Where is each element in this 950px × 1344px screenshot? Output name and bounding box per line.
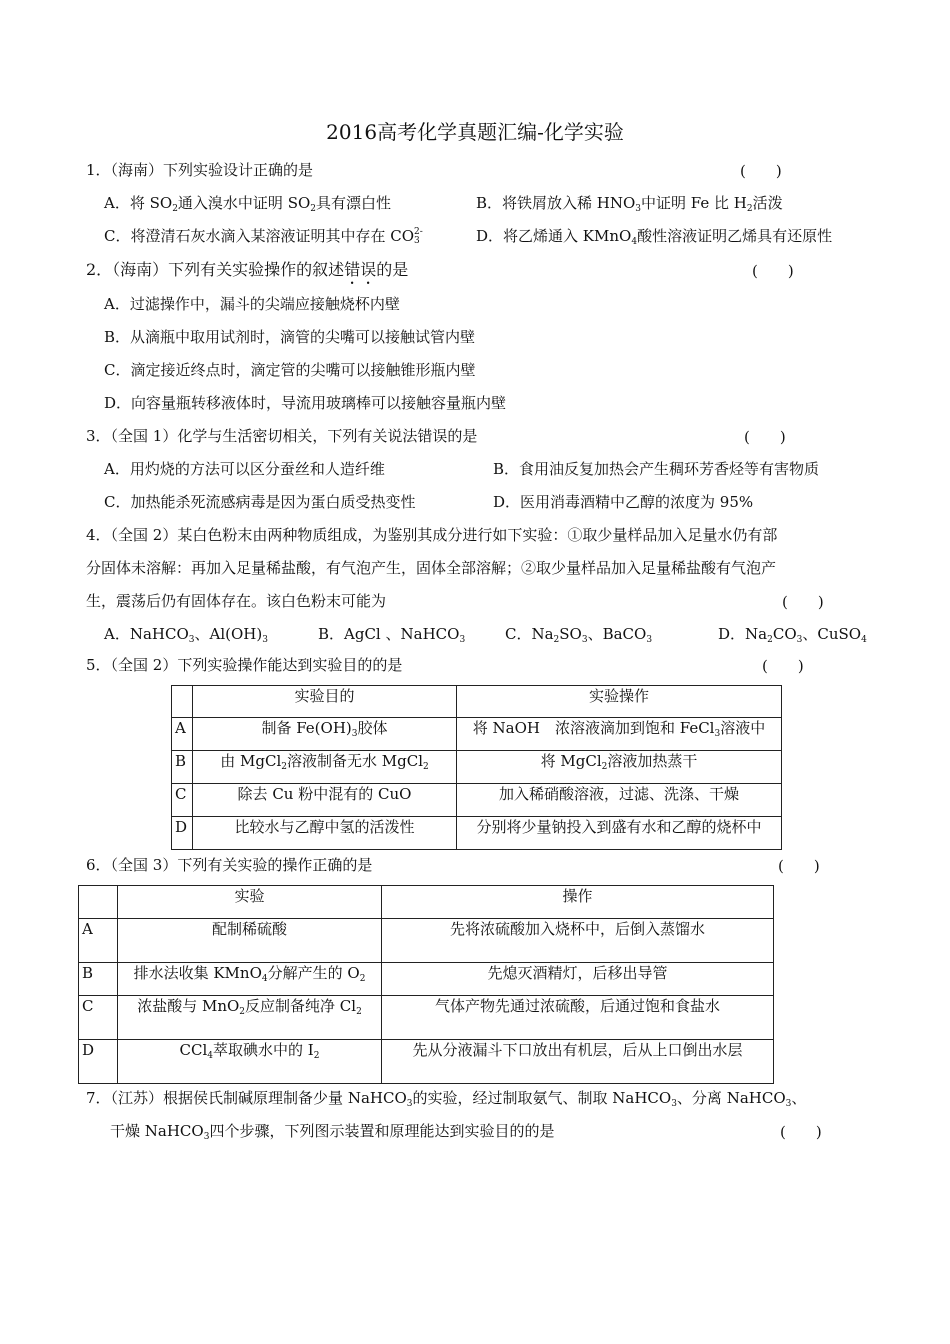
table-row <box>172 718 782 751</box>
row-label: C <box>172 784 193 817</box>
table-cell: 先将浓硫酸加入烧杯中，后倒入蒸馏水 <box>382 919 774 963</box>
table-cell: 将 NaOH 浓溶液滴加到饱和 FeCl$_3$溶液中 <box>457 718 782 751</box>
table-row <box>172 751 782 784</box>
row-label: B <box>172 751 193 784</box>
q1-option-c: C．将澄清石灰水滴入某溶液证明其中存在 CO2- 3 <box>104 227 423 246</box>
table-row <box>172 784 782 817</box>
question-6-stem: 6．（全国 3）下列有关实验的操作正确的是 <box>86 856 373 874</box>
question-4-line-3: 生，震荡后仍有固体存在。该白色粉末可能为 <box>86 592 387 610</box>
table-cell: 配制稀硫酸 <box>118 919 382 963</box>
question-2-stem: 2．（海南）下列有关实验操作的叙述错误的是 <box>86 260 409 279</box>
q2-option-c: C．滴定接近终点时，滴定管的尖嘴可以接触锥形瓶内壁 <box>104 361 476 379</box>
q6-table <box>78 885 774 1084</box>
table-cell: 分别将少量钠投入到盛有水和乙醇的烧杯中 <box>457 817 782 850</box>
table-cell: 浓盐酸与 MnO$_2$反应制备纯净 $Cl_2$ <box>118 996 382 1040</box>
table-cell: 排水法收集 KMnO$_4$分解产生的 $O_2$ <box>118 963 382 996</box>
row-label: D <box>172 817 193 850</box>
q3-option-b: B．食用油反复加热会产生稠环芳香烃等有害物质 <box>493 460 820 478</box>
table-cell: 先熄灭酒精灯，后移出导管 <box>382 963 774 996</box>
table-cell <box>172 686 193 718</box>
table-row <box>172 686 782 718</box>
question-4-line-2: 分固体未溶解：再加入足量稀盐酸，有气泡产生，固体全部溶解；②取少量样品加入足量稀盐酸有气泡产 <box>86 559 777 577</box>
question-1-stem: 1．（海南）下列实验设计正确的是 <box>86 161 314 179</box>
row-label: C <box>79 996 118 1040</box>
row-label: A <box>79 919 118 963</box>
answer-blank-2: ( ) <box>752 262 794 280</box>
q3-option-d: D．医用消毒酒精中乙醇的浓度为 95% <box>493 493 754 511</box>
table-row <box>79 919 774 963</box>
table-header-operation: 操作 <box>382 886 774 919</box>
row-label: D <box>79 1040 118 1084</box>
answer-blank-1: ( ) <box>740 162 782 180</box>
question-5-stem: 5．（全国 2）下列实验操作能达到实验目的的是 <box>86 656 403 674</box>
table-header-goal: 实验目的 <box>193 686 457 718</box>
q4-option-a: A．NaHCO$_3$、$Al(OH)_3$ <box>104 625 268 645</box>
q3-option-c: C．加热能杀死流感病毒是因为蛋白质受热变性 <box>104 493 416 511</box>
table-row <box>172 817 782 850</box>
q4-option-b: B．AgCl 、NaHCO$_3$ <box>318 625 466 645</box>
q5-table <box>171 685 782 850</box>
table-cell: 加入稀硝酸溶液，过滤、洗涤、干燥 <box>457 784 782 817</box>
row-label: B <box>79 963 118 996</box>
q3-option-a: A．用灼烧的方法可以区分蚕丝和人造纤维 <box>104 460 385 478</box>
table-header-operation: 实验操作 <box>457 686 782 718</box>
q2-option-b: B．从滴瓶中取用试剂时，滴管的尖嘴可以接触试管内壁 <box>104 328 476 346</box>
table-row <box>79 1040 774 1084</box>
answer-blank-7: ( ) <box>780 1123 822 1141</box>
answer-blank-3: ( ) <box>744 428 786 446</box>
table-cell: CCl$_4$萃取碘水中的 $I_2$ <box>118 1040 382 1084</box>
row-label: A <box>172 718 193 751</box>
table-cell: 由 MgCl$_2$溶液制备无水 MgCl$_2$ <box>193 751 457 784</box>
table-cell: 将 MgCl$_2$溶液加热蒸干 <box>457 751 782 784</box>
table-cell: 制备 $Fe(OH)_3$胶体 <box>193 718 457 751</box>
q2-option-a: A．过滤操作中，漏斗的尖端应接触烧杯内壁 <box>104 295 400 313</box>
q1-option-d: D．将乙烯通入 KMnO$_4$酸性溶液证明乙烯具有还原性 <box>476 227 833 247</box>
q1-option-b: B．将铁屑放入稀 $HNO_3$中证明 Fe 比 $H_2$活泼 <box>476 194 783 214</box>
q2-option-d: D．向容量瓶转移液体时，导流用玻璃棒可以接触容量瓶内壁 <box>104 394 507 412</box>
table-row <box>79 996 774 1040</box>
question-7-line-2: 干燥 NaHCO$_3$四个步骤，下列图示装置和原理能达到实验目的的是 <box>110 1122 555 1142</box>
table-cell <box>79 886 118 919</box>
question-4-line-1: 4．（全国 2）某白色粉末由两种物质组成，为鉴别其成分进行如下实验：①取少量样品加入足量水仍有部 <box>86 526 778 544</box>
answer-blank-5: ( ) <box>762 657 804 675</box>
q1-option-a: A．将 $SO_2$通入溴水中证明 $SO_2$具有漂白性 <box>104 194 392 214</box>
table-cell: 先从分液漏斗下口放出有机层，后从上口倒出水层 <box>382 1040 774 1084</box>
page-title: 2016高考化学真题汇编-化学实验 <box>326 120 624 144</box>
table-row <box>79 963 774 996</box>
q4-option-c: C．$Na_2SO_3$、BaCO$_3$ <box>505 625 653 645</box>
table-cell: 气体产物先通过浓硫酸，后通过饱和食盐水 <box>382 996 774 1040</box>
answer-blank-6: ( ) <box>778 857 820 875</box>
table-cell: 比较水与乙醇中氢的活泼性 <box>193 817 457 850</box>
q4-option-d: D．$Na_2CO_3$、CuSO$_4$ <box>718 625 867 645</box>
answer-blank-4: ( ) <box>782 593 824 611</box>
question-3-stem: 3．（全国 1）化学与生活密切相关，下列有关说法错误的是 <box>86 427 478 445</box>
table-row <box>79 886 774 919</box>
table-cell: 除去 Cu 粉中混有的 CuO <box>193 784 457 817</box>
question-7-line-1: 7．（江苏）根据侯氏制碱原理制备少量 NaHCO$_3$的实验，经过制取氨气、制取 NaHCO$_3$、分离 NaHCO$_3$、 <box>86 1089 807 1109</box>
table-header-experiment: 实验 <box>118 886 382 919</box>
